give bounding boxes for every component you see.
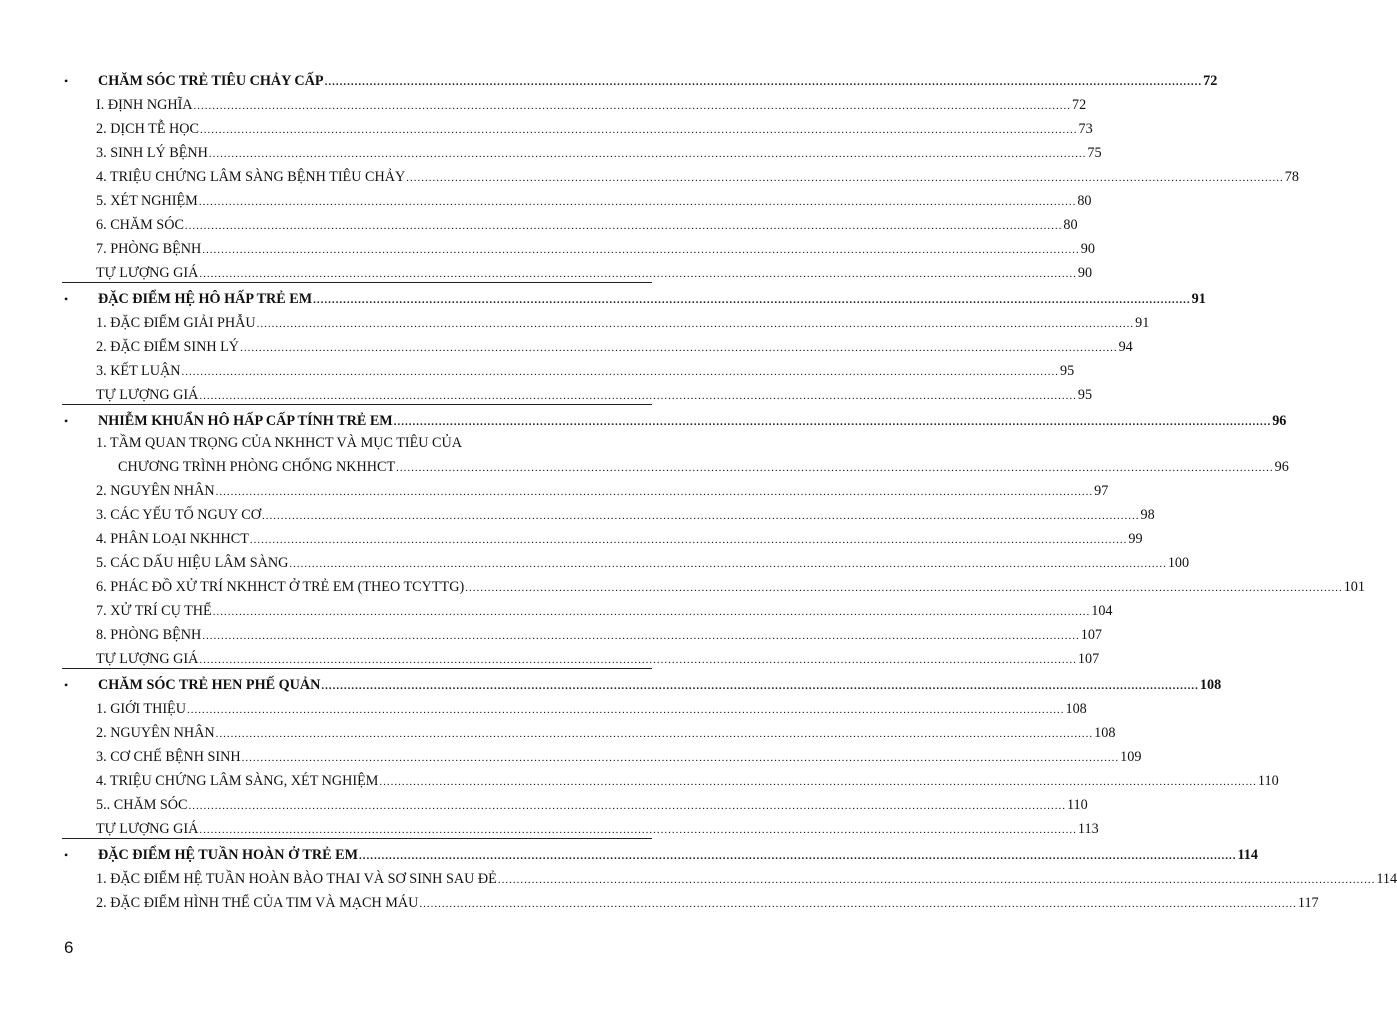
dot-leader: .......................................................................................................................................................................................................................................... — [199, 654, 1077, 666]
toc-entry[interactable] — [62, 475, 1109, 499]
entry-page-number: 99 — [1128, 531, 1143, 547]
bullet-icon: • — [64, 292, 69, 306]
entry-page-number: 80 — [1063, 217, 1078, 233]
dot-leader: .......................................................................................................................................................................................................................................... — [198, 196, 1077, 208]
toc-section-heading[interactable] — [62, 65, 1218, 89]
entry-label: 1. ĐẶC ĐIỂM GIẢI PHẪU — [96, 315, 256, 331]
toc-entry[interactable] — [62, 523, 1143, 547]
toc-section-heading[interactable] — [62, 839, 1258, 863]
entry-page-number: 91 — [1135, 315, 1150, 331]
entry-page-number: 101 — [1343, 579, 1365, 595]
bullet-icon: • — [64, 678, 69, 692]
toc-entry[interactable] — [62, 185, 1092, 209]
dot-leader: .......................................................................................................................................................................................................................................... — [393, 416, 1272, 428]
entry-page-number: 108 — [1065, 701, 1087, 717]
toc-entry[interactable] — [62, 741, 1142, 765]
dot-leader: .......................................................................................................................................................................................................................................... — [200, 124, 1078, 136]
entry-page-number: 75 — [1087, 145, 1102, 161]
dot-leader: .......................................................................................................................................................................................................................................... — [249, 534, 1128, 546]
dot-leader: .......................................................................................................................................................................................................................................... — [186, 704, 1065, 716]
toc-section-heading[interactable] — [62, 283, 1206, 307]
dot-leader: .......................................................................................................................................................................................................................................... — [379, 776, 1257, 788]
dot-leader: .......................................................................................................................................................................................................................................... — [419, 898, 1297, 910]
dot-leader: .......................................................................................................................................................................................................................................... — [215, 728, 1094, 740]
entry-label: 1. TẦM QUAN TRỌNG CỦA NKHHCT VÀ MỤC TIÊU CỦA — [96, 435, 463, 451]
toc-entry[interactable] — [62, 307, 1150, 331]
toc-entry[interactable] — [62, 379, 1093, 403]
entry-label: 6. PHÁC ĐỒ XỬ TRÍ NKHHCT Ở TRẺ EM (THEO TCYTTG) — [96, 579, 465, 595]
entry-label: 5. CÁC DẤU HIỆU LÂM SÀNG — [96, 555, 289, 571]
dot-leader: .......................................................................................................................................................................................................................................... — [241, 752, 1120, 764]
toc-entry[interactable] — [62, 89, 1087, 113]
entry-page-number: 73 — [1078, 121, 1093, 137]
section-page-number: 108 — [1199, 677, 1222, 693]
toc-entry[interactable] — [62, 887, 1319, 911]
toc-entry[interactable] — [62, 693, 1087, 717]
entry-label: 3. KẾT LUẬN — [96, 363, 181, 379]
dot-leader: .......................................................................................................................................................................................................................................... — [497, 874, 1376, 886]
toc-entry[interactable] — [62, 643, 1100, 667]
toc-entry[interactable] — [62, 619, 1103, 643]
bullet-icon: • — [64, 848, 69, 862]
dot-leader: .......................................................................................................................................................................................................................................... — [313, 294, 1191, 306]
toc-entry[interactable] — [62, 571, 1365, 595]
section-title: CHĂM SÓC TRẺ TIÊU CHẢY CẤP — [98, 73, 324, 89]
dot-leader: .......................................................................................................................................................................................................................................... — [406, 172, 1284, 184]
entry-label: 3. SINH LÝ BỆNH — [96, 145, 208, 161]
entry-page-number: 95 — [1077, 387, 1093, 403]
dot-leader: .......................................................................................................................................................................................................................................... — [184, 220, 1063, 232]
entry-page-number: 108 — [1094, 725, 1116, 741]
toc-entry[interactable] — [62, 137, 1102, 161]
dot-leader: .......................................................................................................................................................................................................................................... — [202, 630, 1080, 642]
entry-page-number: 90 — [1077, 265, 1093, 281]
dot-leader: .......................................................................................................................................................................................................................................... — [188, 800, 1066, 812]
toc-section-heading[interactable] — [62, 669, 1222, 693]
toc-entry[interactable] — [62, 257, 1093, 281]
dot-leader: .......................................................................................................................................................................................................................................... — [212, 606, 1091, 618]
entry-page-number: 107 — [1080, 627, 1103, 643]
entry-label: TỰ LƯỢNG GIÁ — [96, 821, 199, 837]
bullet-icon: • — [64, 414, 69, 428]
dot-leader: .......................................................................................................................................................................................................................................... — [262, 510, 1140, 522]
section-page-number: 96 — [1272, 413, 1287, 429]
entry-page-number: 78 — [1284, 169, 1299, 185]
entry-page-number: 100 — [1167, 555, 1190, 571]
entry-page-number: 94 — [1118, 339, 1133, 355]
entry-label: 1. ĐẶC ĐIỂM HỆ TUẦN HOÀN BÀO THAI VÀ SƠ SINH SAU ĐẺ — [96, 871, 497, 887]
entry-label: 6. CHĂM SÓC — [96, 217, 184, 233]
entry-page-number: 107 — [1077, 651, 1100, 667]
toc-entry[interactable] — [62, 113, 1093, 137]
bullet-icon: • — [64, 74, 69, 88]
entry-page-number: 98 — [1140, 507, 1155, 523]
dot-leader: .......................................................................................................................................................................................................................................... — [199, 268, 1077, 280]
entry-label: 5.. CHĂM SÓC — [96, 797, 188, 813]
toc-entry[interactable] — [62, 429, 652, 451]
entry-label: 1. GIỚI THIỆU — [96, 701, 186, 717]
entry-label: 2. NGUYÊN NHÂN — [96, 483, 215, 499]
entry-page-number: 113 — [1077, 821, 1099, 837]
section-title: CHĂM SÓC TRẺ HEN PHẾ QUẢN — [98, 677, 321, 693]
entry-page-number: 95 — [1059, 363, 1075, 379]
dot-leader: .......................................................................................................................................................................................................................................... — [289, 558, 1167, 570]
toc-section — [62, 64, 1299, 281]
entry-label: 8. PHÒNG BỆNH — [96, 627, 202, 643]
dot-leader: .......................................................................................................................................................................................................................................... — [321, 680, 1199, 692]
toc-entry[interactable] — [62, 209, 1078, 233]
page-number: 6 — [64, 938, 74, 957]
toc-entry[interactable] — [62, 813, 1099, 837]
dot-leader: .......................................................................................................................................................................................................................................... — [256, 318, 1135, 330]
entry-label: 3. CÁC YẾU TỐ NGUY CƠ — [96, 507, 261, 523]
entry-label-continuation: CHƯƠNG TRÌNH PHÒNG CHỐNG NKHHCT — [118, 459, 396, 475]
toc-entry-continuation[interactable] — [62, 451, 1289, 475]
entry-page-number: 110 — [1257, 773, 1279, 789]
toc-section-heading[interactable] — [62, 405, 1287, 429]
dot-leader: .......................................................................................................................................................................................................................................... — [240, 342, 1118, 354]
toc-entry[interactable] — [62, 331, 1133, 355]
entry-label: 2. DỊCH TỄ HỌC — [96, 121, 199, 137]
entry-label: 2. NGUYÊN NHÂN — [96, 725, 215, 741]
entry-page-number: 117 — [1297, 895, 1319, 911]
dot-leader: .......................................................................................................................................................................................................................................... — [199, 390, 1077, 402]
section-title: NHIỄM KHUẨN HÔ HẤP CẤP TÍNH TRẺ EM — [98, 413, 393, 429]
dot-leader: .......................................................................................................................................................................................................................................... — [215, 486, 1094, 498]
entry-label: 5. XÉT NGHIỆM — [96, 193, 198, 209]
toc-entry[interactable] — [62, 863, 1397, 887]
dot-leader: .......................................................................................................................................................................................................................................... — [199, 824, 1077, 836]
toc-entry[interactable] — [62, 765, 1279, 789]
entry-page-number: 97 — [1094, 483, 1109, 499]
toc-entry[interactable] — [62, 499, 1155, 523]
entry-label: I. ĐỊNH NGHĨA — [96, 97, 193, 113]
entry-label: 4. TRIỆU CHỨNG LÂM SÀNG, XÉT NGHIỆM — [96, 773, 379, 789]
toc-section — [62, 837, 1397, 911]
entry-label: 3. CƠ CHẾ BỆNH SINH — [96, 749, 241, 765]
dot-leader: .......................................................................................................................................................................................................................................... — [208, 148, 1087, 160]
entry-page-number: 90 — [1080, 241, 1095, 257]
entry-page-number: 72 — [1072, 97, 1087, 113]
entry-label: 2. ĐẶC ĐIỂM HÌNH THỂ CỦA TIM VÀ MẠCH MÁU — [96, 895, 419, 911]
dot-leader: .......................................................................................................................................................................................................................................... — [202, 244, 1080, 256]
section-title: ĐẶC ĐIỂM HỆ TUẦN HOÀN Ở TRẺ EM — [98, 847, 358, 863]
section-page-number: 91 — [1191, 291, 1206, 307]
entry-label: TỰ LƯỢNG GIÁ — [96, 651, 199, 667]
toc-entry[interactable] — [62, 595, 1113, 619]
toc-section — [62, 281, 1206, 403]
dot-leader: .......................................................................................................................................................................................................................................... — [193, 100, 1072, 112]
dot-leader: .......................................................................................................................................................................................................................................... — [465, 582, 1343, 594]
section-page-number: 72 — [1203, 73, 1218, 89]
table-of-contents — [62, 64, 1397, 911]
dot-leader: .......................................................................................................................................................................................................................................... — [359, 850, 1237, 862]
dot-leader: .......................................................................................................................................................................................................................................... — [396, 462, 1274, 474]
entry-page-number: 109 — [1120, 749, 1142, 765]
toc-entry[interactable] — [62, 355, 1075, 379]
toc-section — [62, 403, 1365, 667]
entry-label: TỰ LƯỢNG GIÁ — [96, 265, 199, 281]
toc-entry[interactable] — [62, 547, 1190, 571]
entry-label: TỰ LƯỢNG GIÁ — [96, 387, 199, 403]
entry-page-number: 96 — [1274, 459, 1289, 475]
toc-entry[interactable] — [62, 789, 1088, 813]
entry-label: 4. TRIỆU CHỨNG LÂM SÀNG BỆNH TIÊU CHẢY — [96, 169, 406, 185]
entry-page-number: 114 — [1376, 871, 1397, 887]
dot-leader: .......................................................................................................................................................................................................................................... — [324, 76, 1203, 88]
section-page-number: 114 — [1237, 847, 1258, 863]
entry-page-number: 104 — [1091, 603, 1113, 619]
entry-page-number: 110 — [1066, 797, 1088, 813]
toc-entry[interactable] — [62, 717, 1116, 741]
entry-label: 7. PHÒNG BỆNH — [96, 241, 202, 257]
section-title: ĐẶC ĐIỂM HỆ HÔ HẤP TRẺ EM — [98, 291, 313, 307]
dot-leader: .......................................................................................................................................................................................................................................... — [181, 366, 1059, 378]
entry-label: 2. ĐẶC ĐIỂM SINH LÝ — [96, 339, 240, 355]
toc-entry[interactable] — [62, 161, 1299, 185]
toc-entry[interactable] — [62, 233, 1095, 257]
entry-label: 4. PHÂN LOẠI NKHHCT — [96, 531, 249, 547]
entry-label: 7. XỬ TRÍ CỤ THỂ — [96, 603, 212, 619]
entry-page-number: 80 — [1077, 193, 1092, 209]
toc-section — [62, 667, 1279, 837]
